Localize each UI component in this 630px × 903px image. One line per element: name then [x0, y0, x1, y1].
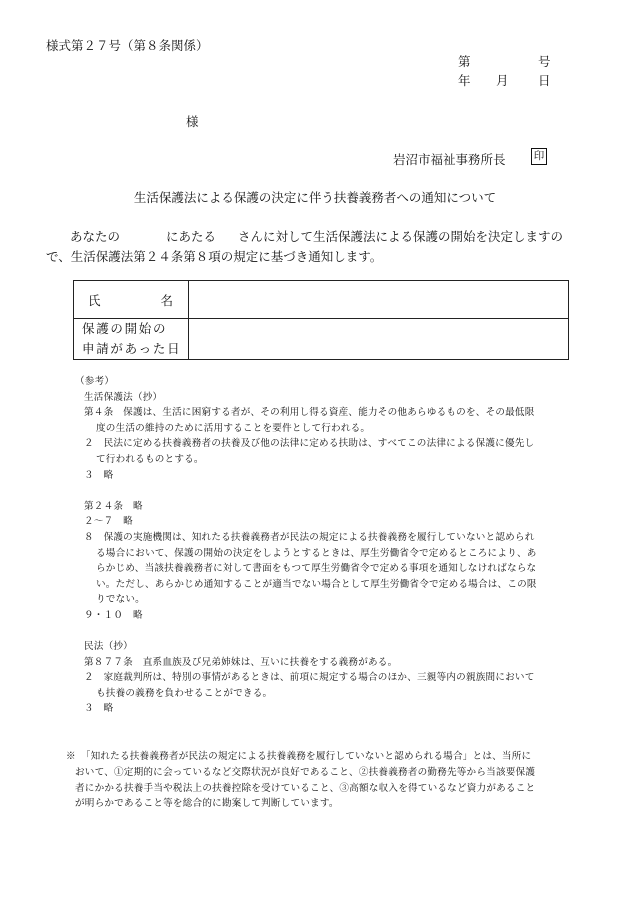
name-label-1: 氏: [88, 292, 101, 308]
date-day-label: 日: [538, 73, 551, 88]
law-title-livelihood: 生活保護法（抄）: [84, 391, 163, 403]
article-24: 第２４条 略: [84, 500, 143, 512]
article-877-3: ３ 略: [84, 703, 114, 715]
name-label-cell: [74, 281, 189, 319]
application-date-label-cell: [74, 319, 189, 360]
article-24-8-line-4: い。ただし、あらかじめ通知することが適当でない場合として厚生労働省令で定める場合は、この限: [96, 578, 537, 590]
notice-body-line-2: で、生活保護法第２４条第８項の規定に基づき通知します。: [46, 249, 383, 264]
application-date-label-1: 保護の開始の: [82, 321, 168, 336]
notice-body-line-1: あなたの にあたる さんに対して生活保護法による保護の開始を決定しますの: [70, 229, 564, 244]
name-value-cell[interactable]: [189, 281, 569, 319]
article-24-8-line-2: る場合において、保護の開始の決定をしようとするときは、厚生労働省令で定めるところにより、あ: [96, 547, 537, 559]
application-date-label-2: 申請があった日: [82, 341, 182, 356]
document-title: 生活保護法による保護の決定に伴う扶養義務者への通知について: [133, 190, 497, 205]
date-year-label: 年: [458, 73, 471, 88]
seal-mark: 印: [531, 148, 547, 165]
application-date-value-cell[interactable]: [189, 319, 569, 360]
addressee-honorific: 様: [186, 114, 199, 129]
form-number: 様式第２７号（第８条関係）: [46, 38, 209, 53]
recipient-info-table: [73, 280, 569, 360]
date-month-label: 月: [496, 73, 509, 88]
footnote-line-4: が明らかであること等を総合的に勘案して判断しています。: [75, 798, 339, 810]
footnote-line-2: おいて、①定期的に会っているなど交際状況が良好であること、②扶養義務者の勤務先等から当該要保護: [75, 766, 536, 778]
article-24-2-7: ２～７ 略: [84, 516, 133, 528]
article-4-3: ３ 略: [84, 469, 114, 481]
notice-body: [46, 227, 592, 267]
table-row-application-date: [74, 319, 569, 360]
article-4-2-line-1: ２ 民法に定める扶養義務者の扶養及び他の法律に定める扶助は、すべてこの法律による保護に優先し: [84, 438, 535, 450]
article-24-8-line-5: りでない。: [96, 594, 145, 606]
article-24-9-10: ９・１０ 略: [84, 609, 143, 621]
article-877: 第８７７条 直系血族及び兄弟姉妹は、互いに扶養をする義務がある。: [84, 656, 398, 668]
footnote: [66, 749, 586, 812]
issuer-name: 岩沼市福祉事務所長: [393, 152, 506, 167]
article-4-2-line-2: て行われるものとする。: [96, 453, 204, 465]
article-24-8-line-1: ８ 保護の実施機関は、知れたる扶養義務者が民法の規定による扶養義務を履行していないと認められ: [84, 531, 535, 543]
footnote-line-1: ※ 「知れたる扶養義務者が民法の規定による扶養義務を履行していないと認められる場合」とは、当所に: [66, 751, 532, 762]
reference-section: [75, 374, 580, 717]
article-877-2-line-1: ２ 家庭裁判所は、特別の事情があるときは、前項に規定する場合のほか、三親等内の親族間において: [84, 672, 535, 684]
document-number-suffix: 号: [538, 54, 551, 69]
reference-heading: （参考）: [75, 376, 115, 387]
name-label-2: 名: [160, 292, 173, 308]
article-4-line-2: 度の生活の維持のために活用することを要件として行われる。: [96, 422, 371, 434]
article-24-8-line-3: らかじめ、当該扶養義務者に対して書面をもつて厚生労働省令で定める事項を通知しなければならな: [96, 563, 537, 575]
law-title-civil-code: 民法（抄）: [84, 641, 133, 653]
table-row-name: [74, 281, 569, 319]
document-number-prefix: 第: [458, 54, 471, 69]
article-877-2-line-2: も扶養の義務を負わせることができる。: [96, 687, 273, 699]
article-4-line-1: 第４条 保護は、生活に困窮する者が、その利用し得る資産、能力その他あらゆるものを、その最低限: [84, 407, 535, 419]
footnote-line-3: 者にかかる扶養手当や税法上の扶養控除を受けていること、③高額な収入を得ているなど資力があること: [75, 782, 536, 794]
